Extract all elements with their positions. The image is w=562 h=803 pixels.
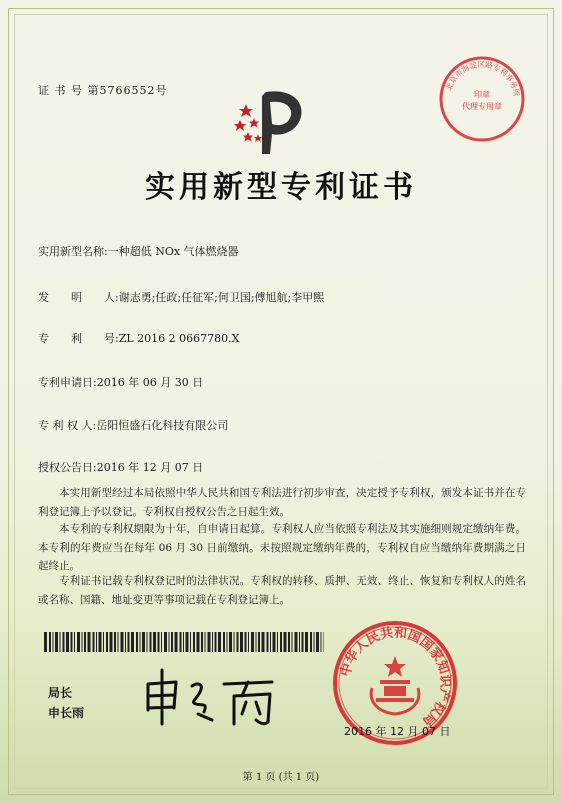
utility-model-name-label: 实用新型名称: [38,245,108,258]
commissioner-title: 局长 [48,686,73,700]
agency-seal-ring-text: 北京市海淀区路专利事务所 [444,59,522,98]
commissioner-name: 申长雨 [48,706,85,720]
inventor-row [38,289,324,305]
body-paragraph-1: 本实用新型经过本局依照中华人民共和国专利法进行初步审查，决定授予专利权，颁发本证书并在专利登记簿上予以登记。专利权自授权公告之日起生效。 [38,487,526,518]
patent-number-value: ZL 2016 2 0667780.X [118,332,240,345]
patentee-value: 岳阳恒盛石化科技有限公司 [96,419,229,432]
barcode [44,632,324,652]
agency-seal-top-text: 印章 [474,90,490,99]
agency-seal-center-text: 代理专用章 [462,102,502,111]
certificate-number: 证 书 号 第5766552号 [38,84,168,97]
patent-office-logo [232,82,312,157]
utility-model-name-value: 一种超低 NOx 气体燃烧器 [107,245,239,258]
body-paragraph-3: 专利证书记载专利权登记时的法律状况。专利权的转移、质押、无效、终止、恢复和专利权人的姓名或名称、国籍、地址变更等事项记载在专利登记簿上。 [38,575,526,606]
filing-date-label: 专利申请日: [38,376,97,389]
patentee-row [38,417,228,433]
grant-date-label: 授权公告日: [38,461,97,474]
patent-number-row [38,330,239,346]
certificate-title: 实用新型专利证书 [145,170,417,205]
grant-date-row [38,459,203,475]
filing-date-value: 2016 年 06 月 30 日 [96,376,204,389]
patentee-label: 专 利 权 人: [38,419,97,432]
patent-number-label: 专 利 号: [38,332,119,345]
utility-model-name-row [38,243,239,259]
grant-date-value: 2016 年 12 月 07 日 [96,461,204,474]
inventor-value: 谢志勇;任政;任征军;何卫国;傅旭航;李甲熙 [118,291,325,304]
body-paragraph-2: 本专利的专利权期限为十年，自申请日起算。专利权人应当依照专利法及其实施细则规定缴纳年费。本专利的年费应当在每年 06 月 30 日前缴纳。未按照规定缴纳年费的，专利权自应当缴纳年费期满之日起终止。 [38,523,526,572]
filing-date-row [38,374,203,390]
page-number: 第 1 页 (共 1 页) [242,772,320,783]
inventor-label: 发 明 人: [38,291,119,304]
handwritten-signature [138,662,288,732]
state-seal-ring-text: 中华人民共和国国家知识产权局 [338,625,453,729]
agency-seal [438,55,526,143]
seal-date: 2016 年 12 月 07 日 [344,725,451,738]
